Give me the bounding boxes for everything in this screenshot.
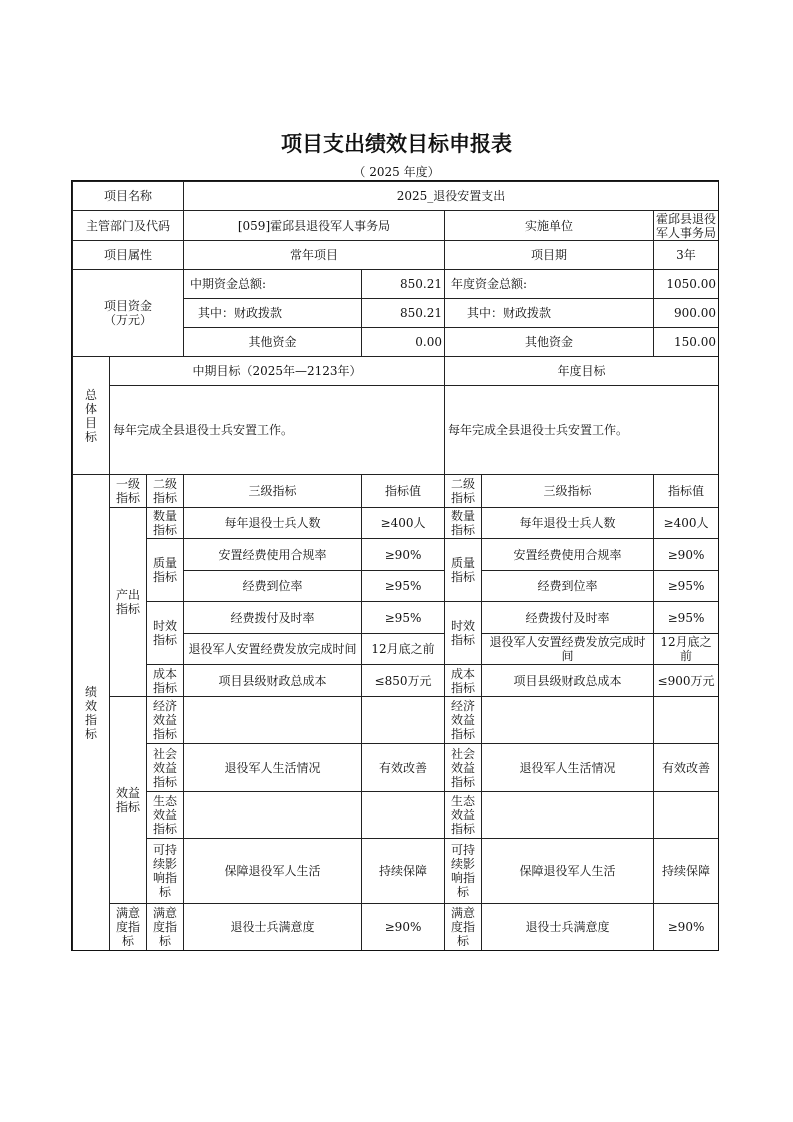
mid-goal-header: 中期目标（2025年—2123年） [109,356,445,386]
year-indicator-value: 持续保障 [653,838,719,904]
year-line: （ 2025 年度） [353,165,440,179]
header-level1: 一级指标 [109,474,147,508]
mid-indicator-name: 保障退役军人生活 [183,838,362,904]
mid-indicator-name: 退役军人生活情况 [183,743,362,792]
year-fiscal-value: 900.00 [653,298,719,328]
year-total-value: 1050.00 [653,269,719,299]
mid-indicator-name: 退役军人安置经费发放完成时间 [183,633,362,665]
year-indicator-value: ≥90% [653,903,719,951]
level1-output: 产出指标 [109,507,147,697]
dept-label: 主管部门及代码 [72,210,184,241]
header-level2-mid: 二级指标 [146,474,184,508]
year-indicator-value: 12月底之前 [653,633,719,665]
mid-other-label: 其他资金 [183,327,362,357]
mid-indicator-name: 安置经费使用合规率 [183,538,362,571]
level1-benefit: 效益指标 [109,696,147,904]
mid-indicator-value: ≥95% [361,601,445,634]
mid-total-value: 850.21 [361,269,445,299]
period-label: 项目期 [444,240,654,270]
year-indicator-name: 退役士兵满意度 [481,903,654,951]
project-name-label: 项目名称 [72,181,184,211]
mid-indicator-name: 经费拨付及时率 [183,601,362,634]
mid-total-label: 中期资金总额: [183,269,362,299]
year-indicator-name: 退役军人安置经费发放完成时间 [481,633,654,665]
mid-indicator-name: 项目县级财政总成本 [183,664,362,697]
year-indicator-name: 安置经费使用合规率 [481,538,654,571]
unit-label: 实施单位 [444,210,654,241]
level1-satisfaction: 满意度指标 [109,903,147,951]
year-indicator-value: ≥95% [653,570,719,602]
level2-economic-mid: 经济效益指标 [146,696,184,744]
mid-indicator-value: ≤850万元 [361,664,445,697]
level2-time-mid: 时效指标 [146,601,184,665]
indicators-label: 绩效指标 [72,474,110,951]
level2-quantity-mid: 数量指标 [146,507,184,539]
level2-satisfaction-year: 满意度指标 [444,903,482,951]
header-level3-mid: 三级指标 [183,474,362,508]
year-indicator-value: ≥400人 [653,507,719,539]
mid-indicator-name: 经费到位率 [183,570,362,602]
year-other-value: 150.00 [653,327,719,357]
level2-quality-year: 质量指标 [444,538,482,602]
mid-indicator-name [183,791,362,839]
mid-indicator-value: ≥90% [361,903,445,951]
level2-social-year: 社会效益指标 [444,743,482,792]
mid-fiscal-label: 其中：财政拨款 [183,298,362,328]
level2-economic-year: 经济效益指标 [444,696,482,744]
mid-indicator-value: ≥90% [361,538,445,571]
year-goal-text: 每年完成全县退役士兵安置工作。 [444,385,719,475]
year-indicator-name [481,791,654,839]
mid-fiscal-value: 850.21 [361,298,445,328]
mid-indicator-name: 每年退役士兵人数 [183,507,362,539]
level2-social-mid: 社会效益指标 [146,743,184,792]
year-other-label: 其他资金 [444,327,654,357]
year-indicator-name [481,696,654,744]
year-indicator-name: 经费到位率 [481,570,654,602]
funds-label: 项目资金（万元） [72,269,184,357]
level2-quantity-year: 数量指标 [444,507,482,539]
year-indicator-name: 每年退役士兵人数 [481,507,654,539]
level2-quality-mid: 质量指标 [146,538,184,602]
dept-value: [059]霍邱县退役军人事务局 [183,210,445,241]
header-value-year: 指标值 [653,474,719,508]
mid-indicator-value: ≥400人 [361,507,445,539]
level2-cost-mid: 成本指标 [146,664,184,697]
year-goal-header: 年度目标 [444,356,719,386]
year-indicator-value: 有效改善 [653,743,719,792]
year-indicator-name: 退役军人生活情况 [481,743,654,792]
mid-other-value: 0.00 [361,327,445,357]
mid-indicator-name [183,696,362,744]
level2-eco-mid: 生态效益指标 [146,791,184,839]
mid-indicator-value: ≥95% [361,570,445,602]
year-total-label: 年度资金总额: [444,269,654,299]
mid-indicator-value: 有效改善 [361,743,445,792]
year-indicator-name: 项目县级财政总成本 [481,664,654,697]
attr-value: 常年项目 [183,240,445,270]
mid-indicator-value: 12月底之前 [361,633,445,665]
level2-sustain-year: 可持续影响指标 [444,838,482,904]
project-name-value: 2025_退役安置支出 [183,181,719,211]
unit-value: 霍邱县退役军人事务局 [653,210,719,241]
mid-indicator-value [361,696,445,744]
year-fiscal-label: 其中：财政拨款 [444,298,654,328]
year-indicator-name: 经费拨付及时率 [481,601,654,634]
year-indicator-value: ≥90% [653,538,719,571]
year-indicator-value [653,791,719,839]
mid-indicator-value [361,791,445,839]
level2-eco-year: 生态效益指标 [444,791,482,839]
level2-satisfaction-mid: 满意度指标 [146,903,184,951]
mid-indicator-value: 持续保障 [361,838,445,904]
header-value-mid: 指标值 [361,474,445,508]
page-title: 项目支出绩效目标申报表 [281,132,512,156]
year-indicator-value [653,696,719,744]
overall-goal-label: 总体目标 [72,356,110,475]
period-value: 3年 [653,240,719,270]
level2-cost-year: 成本指标 [444,664,482,697]
header-level3-year: 三级指标 [481,474,654,508]
year-indicator-name: 保障退役军人生活 [481,838,654,904]
attr-label: 项目属性 [72,240,184,270]
year-indicator-value: ≥95% [653,601,719,634]
mid-indicator-name: 退役士兵满意度 [183,903,362,951]
year-indicator-value: ≤900万元 [653,664,719,697]
level2-time-year: 时效指标 [444,601,482,665]
header-level2-year: 二级指标 [444,474,482,508]
level2-sustain-mid: 可持续影响指标 [146,838,184,904]
mid-goal-text: 每年完成全县退役士兵安置工作。 [109,385,445,475]
